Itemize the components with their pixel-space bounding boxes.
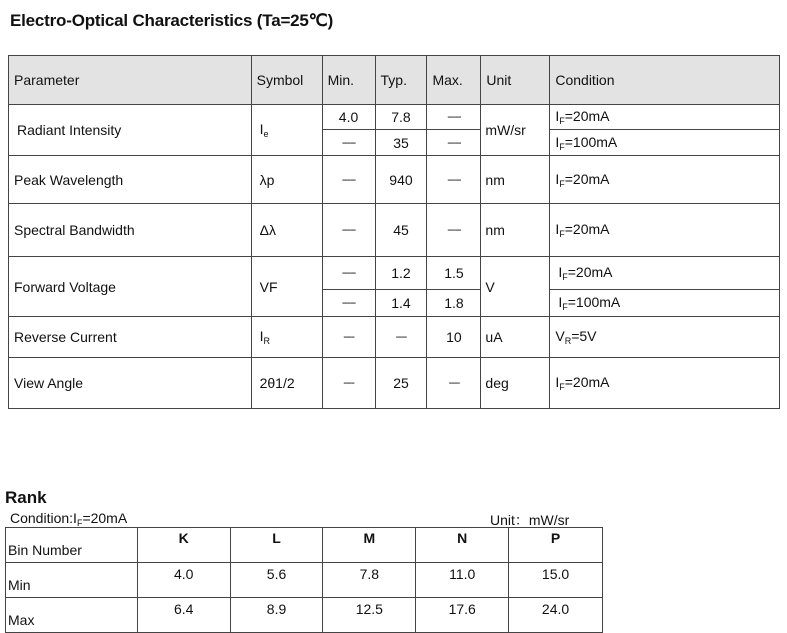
- cond-sub: F: [559, 141, 565, 152]
- cell-typ: 940: [375, 156, 427, 204]
- cond-rest: =20mA: [564, 374, 610, 390]
- rank-title: Rank: [5, 488, 47, 507]
- cond-main: I: [555, 170, 560, 187]
- max-n: 17.6: [416, 598, 509, 633]
- rank-condition: [10, 510, 127, 528]
- param-forward-voltage: Forward Voltage: [9, 257, 252, 317]
- cond-rest: =100mA: [567, 294, 621, 310]
- cond-main: I: [555, 108, 560, 124]
- table-row: [9, 257, 780, 290]
- unit-peak: nm: [481, 156, 550, 204]
- cond-sub: F: [559, 116, 565, 126]
- cell-typ: 7.8: [375, 105, 427, 130]
- param-view-angle: View Angle: [9, 358, 252, 409]
- cell-min: -----: [322, 156, 375, 204]
- cond-rest: =20mA: [564, 108, 610, 124]
- unit-radiant: mW/sr: [481, 105, 550, 156]
- param-peak-wavelength: Peak Wavelength: [9, 156, 252, 204]
- table-row: [9, 156, 780, 204]
- symbol-sub: R: [263, 336, 270, 346]
- cond-main: I: [555, 221, 560, 237]
- rank-cond-rest: =20mA: [82, 510, 128, 526]
- cell-typ: 1.2: [375, 257, 427, 290]
- rank-unit: Unit：mW/sr: [490, 512, 570, 528]
- param-radiant-intensity: Radiant Intensity: [9, 105, 252, 156]
- unit-reverse: uA: [481, 317, 550, 358]
- cell-condition: [550, 204, 780, 257]
- cell-min: -----: [322, 130, 375, 156]
- cell-typ: 25: [375, 358, 427, 409]
- min-label: Min: [6, 563, 138, 598]
- rank-row-bin: [6, 528, 603, 563]
- rank-cond-sub: F: [76, 518, 83, 528]
- symbol-view: 2θ1/2: [251, 358, 322, 409]
- symbol-bandwidth: Δλ: [251, 204, 322, 257]
- max-label: Max: [6, 598, 138, 633]
- min-m: 7.8: [323, 563, 416, 598]
- cell-max: -----: [427, 105, 481, 130]
- cell-min: -----: [322, 257, 375, 290]
- cell-typ: 1.4: [375, 290, 427, 317]
- cell-typ: ----: [375, 317, 427, 358]
- param-reverse-current: Reverse Current: [9, 317, 252, 358]
- symbol-main: I: [259, 121, 264, 137]
- cond-rest: =20mA: [564, 170, 610, 187]
- cond-rest: =20mA: [564, 221, 610, 237]
- symbol-radiant: [251, 105, 322, 156]
- cell-max: 1.5: [427, 257, 481, 290]
- min-n: 11.0: [416, 563, 509, 598]
- cell-min: ----: [322, 358, 375, 409]
- unit-view: deg: [481, 358, 550, 409]
- cell-min: 4.0: [322, 105, 375, 130]
- symbol-sub: e: [263, 129, 269, 139]
- bin-m: M: [323, 528, 416, 563]
- cell-max: ----: [427, 358, 481, 409]
- symbol-reverse: [251, 317, 322, 358]
- min-k: 4.0: [137, 563, 230, 598]
- table-row: [9, 317, 780, 358]
- header-max: Max.: [427, 56, 481, 105]
- symbol-main: I: [259, 328, 264, 344]
- rank-cond-prefix: Condition:I: [10, 510, 77, 526]
- cond-sub: F: [562, 272, 568, 282]
- param-spectral-bandwidth: Spectral Bandwidth: [9, 204, 252, 257]
- max-l: 8.9: [230, 598, 323, 633]
- cell-max: -----: [427, 156, 481, 204]
- table-row: [9, 358, 780, 409]
- cond-rest: =100mA: [564, 133, 618, 150]
- cell-condition: [550, 156, 780, 204]
- bin-k: K: [137, 528, 230, 563]
- header-typ: Typ.: [375, 56, 427, 105]
- table-row: [9, 204, 780, 257]
- header-min: Min.: [322, 56, 375, 105]
- min-p: 15.0: [509, 563, 603, 598]
- cell-condition: [550, 317, 780, 358]
- header-symbol: Symbol: [251, 56, 322, 105]
- cond-rest: =20mA: [567, 264, 613, 280]
- cond-main: I: [558, 264, 563, 280]
- header-condition: Condition: [550, 56, 780, 105]
- rank-row-min: [6, 563, 603, 598]
- unit-bandwidth: nm: [481, 204, 550, 257]
- cond-sub: F: [559, 382, 565, 392]
- cell-typ: 35: [375, 130, 427, 156]
- cond-sub: F: [559, 229, 565, 239]
- cell-min: -----: [322, 204, 375, 257]
- header-parameter: Parameter: [9, 56, 252, 105]
- rank-row-max: [6, 598, 603, 633]
- bin-n: N: [416, 528, 509, 563]
- cond-sub: F: [562, 302, 568, 312]
- cell-typ: 45: [375, 204, 427, 257]
- electro-optical-table: [8, 55, 780, 409]
- cell-min: ----: [322, 317, 375, 358]
- symbol-forward: VF: [251, 257, 322, 317]
- cell-condition: [550, 290, 780, 317]
- table-header-row: [9, 56, 780, 105]
- bin-number-label: Bin Number: [6, 528, 138, 563]
- cell-condition: [550, 257, 780, 290]
- rank-table: [5, 527, 603, 633]
- cond-main: I: [555, 133, 560, 150]
- cell-max: -----: [427, 204, 481, 257]
- cond-main: I: [558, 294, 563, 310]
- cond-main: I: [555, 374, 560, 390]
- table-row: [9, 105, 780, 130]
- max-m: 12.5: [323, 598, 416, 633]
- min-l: 5.6: [230, 563, 323, 598]
- cell-max: 1.8: [427, 290, 481, 317]
- header-unit: Unit: [481, 56, 550, 105]
- cell-max: 10: [427, 317, 481, 358]
- cell-condition: [550, 105, 780, 130]
- max-k: 6.4: [137, 598, 230, 633]
- cell-min: -----: [322, 290, 375, 317]
- page-title: Electro-Optical Characteristics (Ta=25℃): [10, 11, 334, 30]
- max-p: 24.0: [509, 598, 603, 633]
- bin-l: L: [230, 528, 323, 563]
- cell-condition: [550, 130, 780, 156]
- bin-p: P: [509, 528, 603, 563]
- cond-sub: F: [559, 178, 565, 189]
- cell-max: -----: [427, 130, 481, 156]
- symbol-peak: λp: [251, 156, 322, 204]
- cond-sub: R: [564, 336, 572, 346]
- unit-forward: V: [481, 257, 550, 317]
- cell-condition: [550, 358, 780, 409]
- cond-main: V: [555, 328, 565, 344]
- cond-rest: =5V: [571, 328, 597, 344]
